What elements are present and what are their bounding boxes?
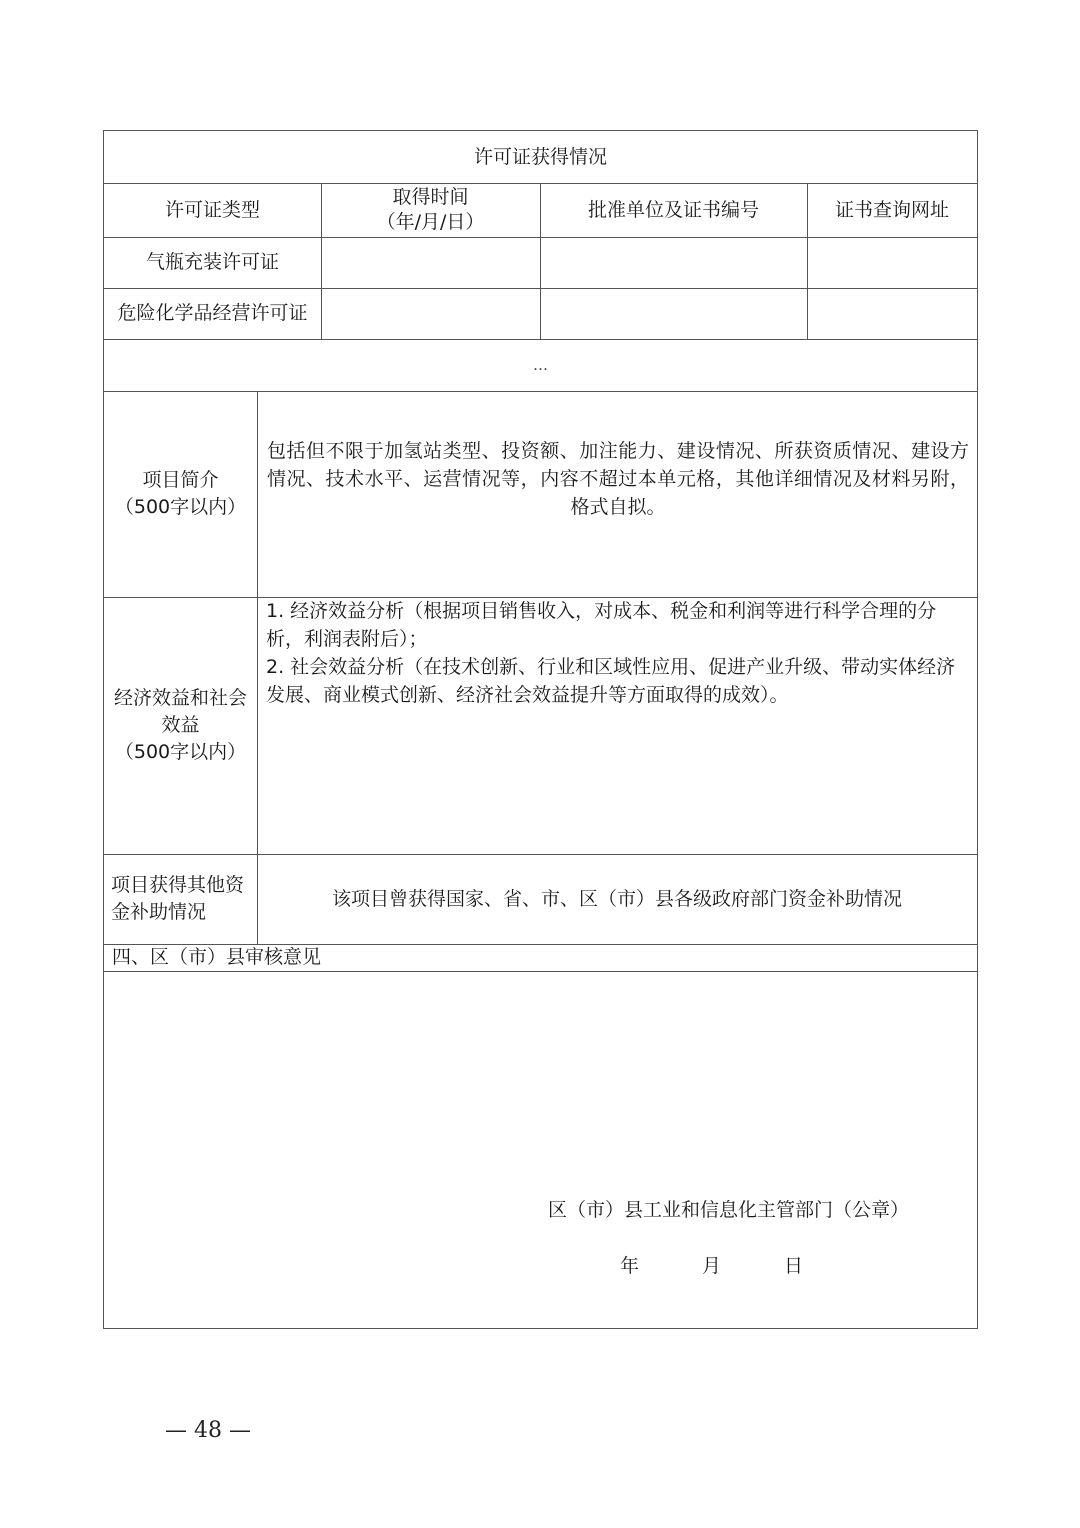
header-time-line2: （年/月/日） [376, 211, 485, 233]
review-year-label: 年 [620, 1255, 640, 1277]
project-intro-label-line1: 项目简介 [142, 469, 219, 491]
review-section-title: 四、区（市）县审核意见 [112, 946, 322, 968]
project-intro-label [104, 391, 257, 597]
header-approval-unit: 批准单位及证书编号 [587, 198, 759, 221]
project-intro-label-line2: （500字以内） [114, 496, 247, 518]
other-funding-label-line1: 项目获得其他资 [111, 874, 245, 896]
review-day-label: 日 [784, 1255, 804, 1277]
project-intro-content[interactable]: 包括但不限于加氢站类型、投资额、加注能力、建设情况、所获资质情况、建设方情况、技术水平、运营情况等，内容不超过本单元格，其他详细情况及材料另附，格式自拟。 [267, 440, 969, 518]
benefits-label-line3: （500字以内） [114, 741, 247, 763]
other-funding-label-line2: 金补助情况 [111, 901, 207, 923]
license-section-title: 许可证获得情况 [473, 145, 607, 168]
review-month-label: 月 [702, 1255, 722, 1277]
benefits-content[interactable] [257, 597, 977, 854]
review-stamp-label: 区（市）县工业和信息化主管部门（公章） [548, 1199, 910, 1221]
license-row-type: 危险化学品经营许可证 [117, 302, 308, 324]
header-license-type: 许可证类型 [164, 198, 260, 221]
other-funding-label [104, 854, 257, 944]
license-row-time-input[interactable] [321, 288, 540, 339]
license-row-unit-input[interactable] [540, 288, 807, 339]
benefits-label-line2: 效益 [161, 714, 200, 736]
header-time-line1: 取得时间 [392, 186, 469, 208]
other-funding-content[interactable]: 该项目曾获得国家、省、市、区（市）县各级政府部门资金补助情况 [331, 887, 902, 910]
social-benefit-item: 2. 社会效益分析（在技术创新、行业和区域性应用、促进产业升级、带动实体经济发展、商业模式创新、经济社会效益提升等方面取得的成效）。 [266, 656, 956, 706]
economic-benefit-item: 1. 经济效益分析（根据项目销售收入，对成本、税金和利润等进行科学合理的分析，利润表附后）； [266, 600, 937, 650]
license-row-url-input[interactable] [807, 288, 977, 339]
header-obtained-time [321, 183, 540, 237]
header-query-url: 证书查询网址 [834, 198, 949, 221]
license-row-unit-input[interactable] [540, 237, 807, 288]
page-number: — 48 — [165, 1418, 251, 1443]
benefits-label-line1: 经济效益和社会 [113, 687, 247, 709]
review-opinion-area[interactable] [104, 971, 977, 1328]
application-form-table [103, 130, 978, 1329]
license-row-url-input[interactable] [807, 237, 977, 288]
ellipsis-row: … [533, 355, 548, 374]
benefits-label [104, 597, 257, 854]
license-row-type: 气瓶充装许可证 [145, 251, 279, 273]
license-row-time-input[interactable] [321, 237, 540, 288]
